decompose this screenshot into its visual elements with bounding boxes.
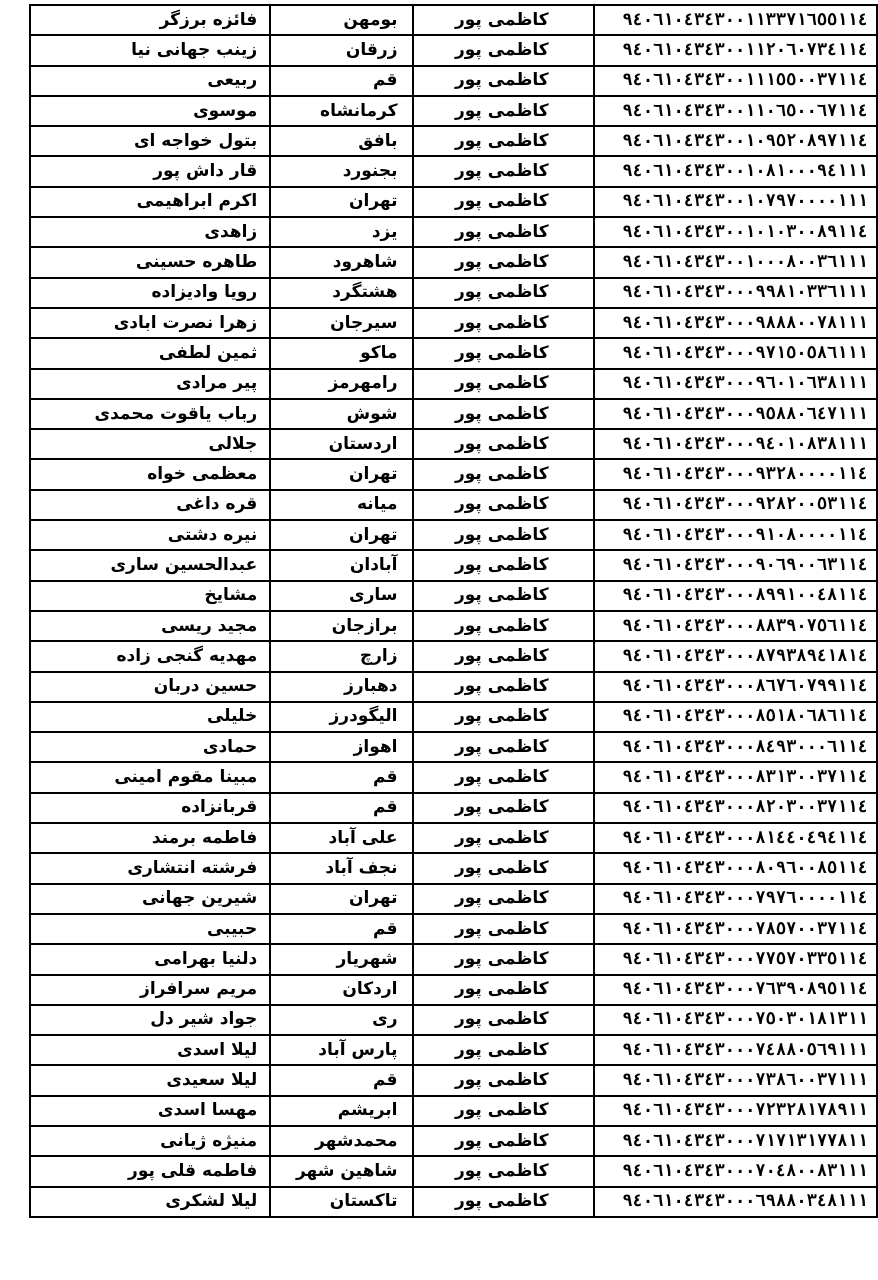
person-name-cell: نیره دشتی	[30, 520, 270, 550]
surname-cell: کاظمی پور	[413, 914, 594, 944]
surname-cell: کاظمی پور	[413, 278, 594, 308]
person-name-cell: ربیعی	[30, 66, 270, 96]
tracking-code-cell: ۹٤۰٦۱۰٤۳٤۳۰۰۰٦۹۸۸۰۳٤۸۱۱۱	[594, 1187, 877, 1217]
surname-cell: کاظمی پور	[413, 672, 594, 702]
table-row	[30, 762, 877, 792]
table-row	[30, 823, 877, 853]
surname-cell: کاظمی پور	[413, 702, 594, 732]
surname-cell: کاظمی پور	[413, 853, 594, 883]
table-row	[30, 611, 877, 641]
tracking-code-cell: ۹٤۰٦۱۰٤۳٤۳۰۰۰۹۱۰۸۰۰۰۰۱۱٤	[594, 520, 877, 550]
city-cell: ساری	[270, 581, 412, 611]
person-name-cell: فائزه برزگر	[30, 5, 270, 35]
table-row	[30, 672, 877, 702]
person-name-cell: شیرین جهانی	[30, 884, 270, 914]
city-cell: بومهن	[270, 5, 412, 35]
person-name-cell: قره داغی	[30, 490, 270, 520]
table-row	[30, 490, 877, 520]
tracking-code-cell: ۹٤۰٦۱۰٤۳٤۳۰۰۱۱۰٦٥۰۰٦۷۱۱٤	[594, 96, 877, 126]
surname-cell: کاظمی پور	[413, 308, 594, 338]
person-name-cell: لیلا سعیدی	[30, 1065, 270, 1095]
city-cell: زرقان	[270, 35, 412, 65]
surname-cell: کاظمی پور	[413, 793, 594, 823]
person-name-cell: زینب جهانی نیا	[30, 35, 270, 65]
records-table	[29, 4, 878, 1218]
tracking-code-cell: ۹٤۰٦۱۰٤۳٤۳۰۰۰۸٥۱۸۰٦۸٦۱۱٤	[594, 702, 877, 732]
table-row	[30, 1065, 877, 1095]
city-cell: یزد	[270, 217, 412, 247]
tracking-code-cell: ۹٤۰٦۱۰٤۳٤۳۰۰۰۸۰۹٦۰۰۸٥۱۱٤	[594, 853, 877, 883]
surname-cell: کاظمی پور	[413, 35, 594, 65]
person-name-cell: مجید ریسی	[30, 611, 270, 641]
tracking-code-cell: ۹٤۰٦۱۰٤۳٤۳۰۰۰۷٤۸۸۰٥٦۹۱۱۱	[594, 1035, 877, 1065]
tracking-code-cell: ۹٤۰٦۱۰٤۳٤۳۰۰۰۸۹۹۱۰۰٤۸۱۱٤	[594, 581, 877, 611]
person-name-cell: خلیلی	[30, 702, 270, 732]
person-name-cell: رویا وادیزاده	[30, 278, 270, 308]
surname-cell: کاظمی پور	[413, 550, 594, 580]
tracking-code-cell: ۹٤۰٦۱۰٤۳٤۳۰۰۰۸٤۹۳۰۰۰٦۱۱٤	[594, 732, 877, 762]
person-name-cell: طاهره حسینی	[30, 247, 270, 277]
surname-cell: کاظمی پور	[413, 369, 594, 399]
surname-cell: کاظمی پور	[413, 641, 594, 671]
table-row	[30, 369, 877, 399]
surname-cell: کاظمی پور	[413, 247, 594, 277]
tracking-code-cell: ۹٤۰٦۱۰٤۳٤۳۰۰۰۸۱٤٤۰٤۹٤۱۱٤	[594, 823, 877, 853]
tracking-code-cell: ۹٤۰٦۱۰٤۳٤۳۰۰۱۱۳۳۷۱٦٥٥۱۱٤	[594, 5, 877, 35]
person-name-cell: عبدالحسین ساری	[30, 550, 270, 580]
city-cell: قم	[270, 1065, 412, 1095]
table-row	[30, 550, 877, 580]
surname-cell: کاظمی پور	[413, 581, 594, 611]
surname-cell: کاظمی پور	[413, 66, 594, 96]
city-cell: تهران	[270, 520, 412, 550]
tracking-code-cell: ۹٤۰٦۱۰٤۳٤۳۰۰۰۹۰٦۹۰۰٦۳۱۱٤	[594, 550, 877, 580]
surname-cell: کاظمی پور	[413, 1187, 594, 1217]
city-cell: تهران	[270, 187, 412, 217]
surname-cell: کاظمی پور	[413, 762, 594, 792]
table-row	[30, 884, 877, 914]
city-cell: محمدشهر	[270, 1126, 412, 1156]
person-name-cell: معظمی خواه	[30, 459, 270, 489]
table-row	[30, 399, 877, 429]
person-name-cell: زهرا نصرت ابادی	[30, 308, 270, 338]
city-cell: ابریشم	[270, 1096, 412, 1126]
table-row	[30, 702, 877, 732]
city-cell: الیگودرز	[270, 702, 412, 732]
city-cell: قم	[270, 793, 412, 823]
city-cell: پارس آباد	[270, 1035, 412, 1065]
city-cell: آبادان	[270, 550, 412, 580]
city-cell: دهبارز	[270, 672, 412, 702]
surname-cell: کاظمی پور	[413, 399, 594, 429]
tracking-code-cell: ۹٤۰٦۱۰٤۳٤۳۰۰۰۸۸۳۹۰۷٥٦۱۱٤	[594, 611, 877, 641]
person-name-cell: جلالی	[30, 429, 270, 459]
tracking-code-cell: ۹٤۰٦۱۰٤۳٤۳۰۰۰۷٥۰۳۰۱۸۱۳۱۱	[594, 1005, 877, 1035]
surname-cell: کاظمی پور	[413, 1005, 594, 1035]
table-row	[30, 793, 877, 823]
tracking-code-cell: ۹٤۰٦۱۰٤۳٤۳۰۰۰۹۷۱٥۰٥۸٦۱۱۱	[594, 338, 877, 368]
city-cell: تهران	[270, 459, 412, 489]
person-name-cell: مهسا اسدی	[30, 1096, 270, 1126]
table-row	[30, 96, 877, 126]
table-row	[30, 975, 877, 1005]
table-row	[30, 914, 877, 944]
person-name-cell: بتول خواجه ای	[30, 126, 270, 156]
tracking-code-cell: ۹٤۰٦۱۰٤۳٤۳۰۰۰۹۲۸۲۰۰٥۳۱۱٤	[594, 490, 877, 520]
city-cell: بجنورد	[270, 156, 412, 186]
surname-cell: کاظمی پور	[413, 884, 594, 914]
person-name-cell: زاهدی	[30, 217, 270, 247]
person-name-cell: لیلا اسدی	[30, 1035, 270, 1065]
city-cell: علی آباد	[270, 823, 412, 853]
surname-cell: کاظمی پور	[413, 5, 594, 35]
table-row	[30, 1187, 877, 1217]
table-row	[30, 35, 877, 65]
person-name-cell: حسین دربان	[30, 672, 270, 702]
person-name-cell: دلنیا بهرامی	[30, 944, 270, 974]
person-name-cell: جواد شیر دل	[30, 1005, 270, 1035]
tracking-code-cell: ۹٤۰٦۱۰٤۳٤۳۰۰۰۸۷۹۳۸۹٤۱۸۱٤	[594, 641, 877, 671]
city-cell: میانه	[270, 490, 412, 520]
city-cell: شاهرود	[270, 247, 412, 277]
tracking-code-cell: ۹٤۰٦۱۰٤۳٤۳۰۰۰۹۳۲۸۰۰۰۰۱۱٤	[594, 459, 877, 489]
table-row	[30, 429, 877, 459]
person-name-cell: حبیبی	[30, 914, 270, 944]
tracking-code-cell: ۹٤۰٦۱۰٤۳٤۳۰۰۱۰۰۰۸۰۰۳٦۱۱۱	[594, 247, 877, 277]
city-cell: ماکو	[270, 338, 412, 368]
city-cell: کرمانشاه	[270, 96, 412, 126]
surname-cell: کاظمی پور	[413, 217, 594, 247]
surname-cell: کاظمی پور	[413, 520, 594, 550]
city-cell: قم	[270, 914, 412, 944]
surname-cell: کاظمی پور	[413, 187, 594, 217]
tracking-code-cell: ۹٤۰٦۱۰٤۳٤۳۰۰۱۱۱٥٥۰۰۳۷۱۱٤	[594, 66, 877, 96]
city-cell: نجف آباد	[270, 853, 412, 883]
tracking-code-cell: ۹٤۰٦۱۰٤۳٤۳۰۰۰۸۳۱۳۰۰۳۷۱۱٤	[594, 762, 877, 792]
table-row	[30, 156, 877, 186]
tracking-code-cell: ۹٤۰٦۱۰٤۳٤۳۰۰۱۰۹٥۲۰۸۹۷۱۱٤	[594, 126, 877, 156]
city-cell: اردستان	[270, 429, 412, 459]
surname-cell: کاظمی پور	[413, 732, 594, 762]
table-row	[30, 1035, 877, 1065]
person-name-cell: فرشته انتشاری	[30, 853, 270, 883]
city-cell: زارچ	[270, 641, 412, 671]
surname-cell: کاظمی پور	[413, 1065, 594, 1095]
city-cell: ری	[270, 1005, 412, 1035]
person-name-cell: اکرم ابراهیمی	[30, 187, 270, 217]
table-row	[30, 247, 877, 277]
person-name-cell: قار داش پور	[30, 156, 270, 186]
tracking-code-cell: ۹٤۰٦۱۰٤۳٤۳۰۰۰۸۲۰۳۰۰۳۷۱۱٤	[594, 793, 877, 823]
city-cell: قم	[270, 762, 412, 792]
tracking-code-cell: ۹٤۰٦۱۰٤۳٤۳۰۰۰۷۳۸٦۰۰۳۷۱۱۱	[594, 1065, 877, 1095]
surname-cell: کاظمی پور	[413, 490, 594, 520]
city-cell: تهران	[270, 884, 412, 914]
surname-cell: کاظمی پور	[413, 1126, 594, 1156]
city-cell: برازجان	[270, 611, 412, 641]
city-cell: شهریار	[270, 944, 412, 974]
person-name-cell: مشایخ	[30, 581, 270, 611]
tracking-code-cell: ۹٤۰٦۱۰٤۳٤۳۰۰۰۹٥۸۸۰٦٤۷۱۱۱	[594, 399, 877, 429]
tracking-code-cell: ۹٤۰٦۱۰٤۳٤۳۰۰۱۰۱۰۳۰۰۸۹۱۱٤	[594, 217, 877, 247]
tracking-code-cell: ۹٤۰٦۱۰٤۳٤۳۰۰۰۸٦۷٦۰۷۹۹۱۱٤	[594, 672, 877, 702]
person-name-cell: حمادی	[30, 732, 270, 762]
surname-cell: کاظمی پور	[413, 1035, 594, 1065]
person-name-cell: لیلا لشکری	[30, 1187, 270, 1217]
city-cell: رامهرمز	[270, 369, 412, 399]
tracking-code-cell: ۹٤۰٦۱۰٤۳٤۳۰۰۱۰۸۱۰۰۰۹٤۱۱۱	[594, 156, 877, 186]
person-name-cell: مبینا مقوم امینی	[30, 762, 270, 792]
surname-cell: کاظمی پور	[413, 1096, 594, 1126]
table-row	[30, 732, 877, 762]
table-row	[30, 520, 877, 550]
table-row	[30, 641, 877, 671]
city-cell: بافق	[270, 126, 412, 156]
surname-cell: کاظمی پور	[413, 823, 594, 853]
table-row	[30, 944, 877, 974]
surname-cell: کاظمی پور	[413, 975, 594, 1005]
person-name-cell: پیر مرادی	[30, 369, 270, 399]
person-name-cell: موسوی	[30, 96, 270, 126]
person-name-cell: فاطمه قلی پور	[30, 1156, 270, 1186]
surname-cell: کاظمی پور	[413, 459, 594, 489]
tracking-code-cell: ۹٤۰٦۱۰٤۳٤۳۰۰۱۰۷۹۷۰۰۰۰۱۱۱	[594, 187, 877, 217]
table-row	[30, 853, 877, 883]
surname-cell: کاظمی پور	[413, 611, 594, 641]
city-cell: قم	[270, 66, 412, 96]
table-row	[30, 308, 877, 338]
city-cell: شاهین شهر	[270, 1156, 412, 1186]
tracking-code-cell: ۹٤۰٦۱۰٤۳٤۳۰۰۰۷۰٤۸۰۰۸۳۱۱۱	[594, 1156, 877, 1186]
table-row	[30, 1126, 877, 1156]
city-cell: اهواز	[270, 732, 412, 762]
surname-cell: کاظمی پور	[413, 126, 594, 156]
city-cell: سیرجان	[270, 308, 412, 338]
person-name-cell: مهدیه گنجی زاده	[30, 641, 270, 671]
surname-cell: کاظمی پور	[413, 338, 594, 368]
surname-cell: کاظمی پور	[413, 429, 594, 459]
city-cell: اردکان	[270, 975, 412, 1005]
city-cell: شوش	[270, 399, 412, 429]
table-row	[30, 187, 877, 217]
table-row	[30, 1156, 877, 1186]
table-row	[30, 1096, 877, 1126]
table-row	[30, 278, 877, 308]
records-table-body	[30, 5, 877, 1217]
surname-cell: کاظمی پور	[413, 96, 594, 126]
table-row	[30, 5, 877, 35]
city-cell: هشتگرد	[270, 278, 412, 308]
table-row	[30, 338, 877, 368]
tracking-code-cell: ۹٤۰٦۱۰٤۳٤۳۰۰۰۹۹۸۱۰۳۳٦۱۱۱	[594, 278, 877, 308]
person-name-cell: قربانزاده	[30, 793, 270, 823]
tracking-code-cell: ۹٤۰٦۱۰٤۳٤۳۰۰۰۹٤۰۱۰۸۳۸۱۱۱	[594, 429, 877, 459]
person-name-cell: ثمین لطفی	[30, 338, 270, 368]
tracking-code-cell: ۹٤۰٦۱۰٤۳٤۳۰۰۰۷۹۷٦۰۰۰۰۱۱٤	[594, 884, 877, 914]
table-row	[30, 581, 877, 611]
surname-cell: کاظمی پور	[413, 944, 594, 974]
tracking-code-cell: ۹٤۰٦۱۰٤۳٤۳۰۰۰۹۸۸۸۰۰۷۸۱۱۱	[594, 308, 877, 338]
surname-cell: کاظمی پور	[413, 156, 594, 186]
tracking-code-cell: ۹٤۰٦۱۰٤۳٤۳۰۰۰۷۸٥۷۰۰۳۷۱۱٤	[594, 914, 877, 944]
tracking-code-cell: ۹٤۰٦۱۰٤۳٤۳۰۰۱۱۲۰٦۰۷۳٤۱۱٤	[594, 35, 877, 65]
tracking-code-cell: ۹٤۰٦۱۰٤۳٤۳۰۰۰۷۷٥۷۰۳۳٥۱۱٤	[594, 944, 877, 974]
person-name-cell: منیژه ژیانی	[30, 1126, 270, 1156]
table-row	[30, 126, 877, 156]
tracking-code-cell: ۹٤۰٦۱۰٤۳٤۳۰۰۰۷۱۷۱۳۱۷۷۸۱۱	[594, 1126, 877, 1156]
person-name-cell: فاطمه برمند	[30, 823, 270, 853]
table-row	[30, 66, 877, 96]
table-row	[30, 217, 877, 247]
person-name-cell: رباب یاقوت محمدی	[30, 399, 270, 429]
surname-cell: کاظمی پور	[413, 1156, 594, 1186]
tracking-code-cell: ۹٤۰٦۱۰٤۳٤۳۰۰۰۹٦۰۱۰٦۳۸۱۱۱	[594, 369, 877, 399]
table-row	[30, 459, 877, 489]
table-row	[30, 1005, 877, 1035]
tracking-code-cell: ۹٤۰٦۱۰٤۳٤۳۰۰۰۷۲۳۲۸۱۷۸۹۱۱	[594, 1096, 877, 1126]
person-name-cell: مریم سرافراز	[30, 975, 270, 1005]
city-cell: تاکستان	[270, 1187, 412, 1217]
tracking-code-cell: ۹٤۰٦۱۰٤۳٤۳۰۰۰۷٦۳۹۰۸۹٥۱۱٤	[594, 975, 877, 1005]
